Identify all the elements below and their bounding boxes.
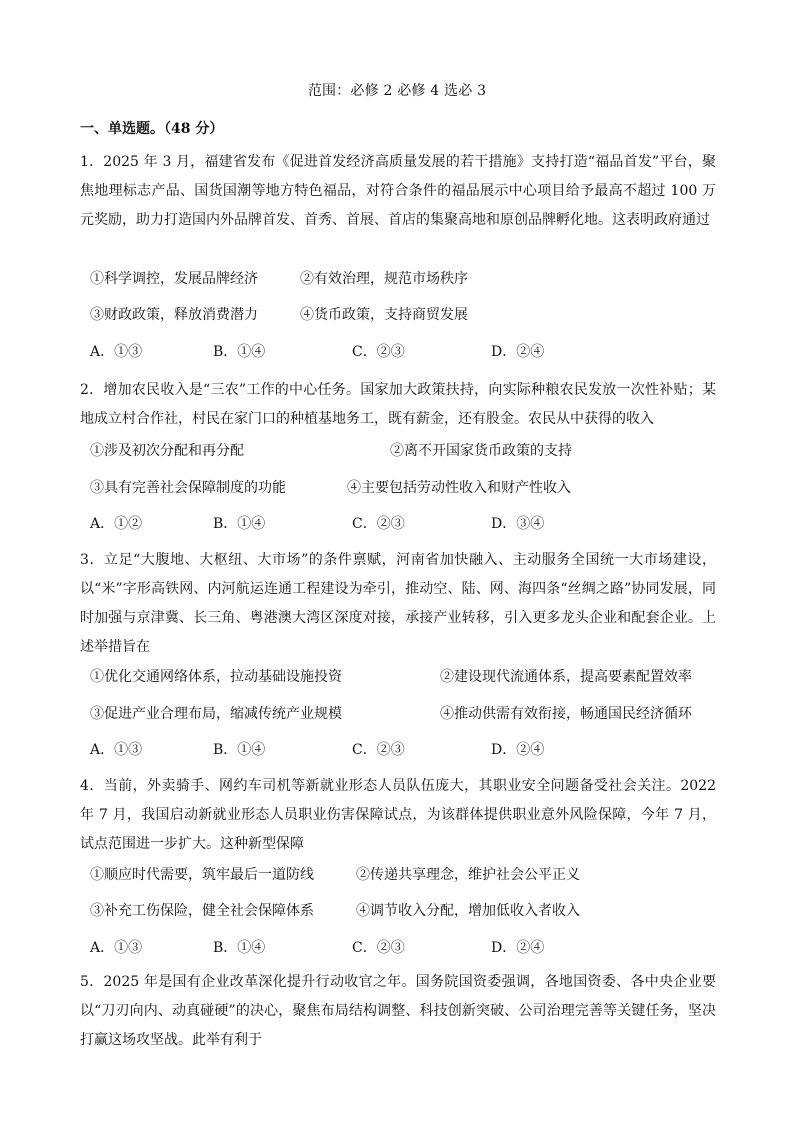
q4-choice-d: D．②④ (491, 940, 545, 956)
q1-choice-c: C．②③ (352, 344, 405, 360)
question-1-stem: 1．2025 年 3 月，福建省发布《促进首发经济高质量发展的若干措施》支持打造“福品首发”平台，聚焦地理标志产品、国货国潮等地方特色福品，对符合条件的福品展示中心项目给予最高不超过 100 万元奖励，助力打造国内外品牌首发、首秀、首展、首店的集聚高地和原创品牌孵化地。这表明政府通过 (80, 154, 716, 228)
q4-item-4: ④调节收入分配，增加低收入者收入 (356, 903, 580, 919)
q2-item-3: ③具有完善社会保障制度的功能 (90, 480, 286, 496)
q3-item-1: ①优化交通网络体系，拉动基础设施投资 (90, 669, 342, 685)
q1-choice-d: D．②④ (491, 344, 545, 360)
question-2-stem: 2．增加农民收入是“三农”工作的中心任务。国家加大政策扶持，向实际种粮农民发放一次性补贴；某地成立村合作社，村民在家门口的种植基地务工，既有薪金，还有股金。农民从中获得的收入 (80, 382, 716, 427)
q1-item-4: ④货币政策，支持商贸发展 (300, 307, 468, 323)
q2-choice-a: A．①② (90, 516, 143, 532)
q4-choice-c: C．②③ (352, 940, 405, 956)
q3-item-3: ③促进产业合理布局，缩减传统产业规模 (90, 706, 342, 722)
q3-item-2: ②建设现代流通体系，提高要素配置效率 (440, 669, 692, 685)
q3-choice-d: D．②④ (491, 742, 545, 758)
question-5-stem: 5．2025 年是国有企业改革深化提升行动收官之年。国务院国资委强调，各地国资委、各中央企业要以“刀刃向内、动真碰硬”的决心，聚焦布局结构调整、科技创新突破、公司治理完善等关键任务，坚决打赢这场攻坚战。此举有利于 (80, 974, 716, 1048)
q3-choice-b: B．①④ (213, 742, 266, 758)
section-title: 一、单选题。（48 分） (80, 121, 224, 137)
q2-item-1: ①涉及初次分配和再分配 (90, 443, 244, 459)
q3-choice-a: A．①③ (90, 742, 143, 758)
q1-item-1: ①科学调控，发展品牌经济 (90, 271, 258, 287)
q1-item-2: ②有效治理，规范市场秩序 (300, 271, 468, 287)
question-3-stem: 3．立足“大腹地、大枢纽、大市场”的条件禀赋，河南省加快融入、主动服务全国统一大市场建设，以“米”字形高铁网、内河航运连通工程建设为牵引，推动空、陆、网、海四条“丝绸之路”协同发展，同时加强与京津冀、长三角、粤港澳大湾区深度对接，承接产业转移，引入更多龙头企业和配套企业。上述举措旨在 (80, 552, 716, 655)
q1-item-3: ③财政政策，释放消费潜力 (90, 307, 258, 323)
q4-choice-a: A．①③ (90, 940, 143, 956)
q3-item-4: ④推动供需有效衔接，畅通国民经济循环 (440, 706, 692, 722)
q2-choice-d: D．③④ (491, 516, 545, 532)
q1-choice-a: A．①③ (90, 344, 143, 360)
q2-choice-b: B．①④ (213, 516, 266, 532)
question-4-stem: 4．当前，外卖骑手、网约车司机等新就业形态人员队伍庞大，其职业安全问题备受社会关注。2022 年 7 月，我国启动新就业形态人员职业伤害保障试点，为该群体提供职业意外风险保障，今年 7 月，试点范围进一步扩大。这种新型保障 (80, 778, 716, 852)
q2-choice-c: C．②③ (352, 516, 405, 532)
q4-choice-b: B．①④ (213, 940, 266, 956)
range-header: 范围：必修 2 必修 4 选必 3 (307, 83, 487, 99)
q4-item-1: ①顺应时代需要，筑牢最后一道防线 (90, 867, 314, 883)
q3-choice-c: C．②③ (352, 742, 405, 758)
q2-item-2: ②离不开国家货币政策的支持 (390, 443, 572, 459)
q2-item-4: ④主要包括劳动性收入和财产性收入 (347, 480, 571, 496)
q4-item-2: ②传递共享理念，维护社会公平正义 (356, 867, 580, 883)
q4-item-3: ③补充工伤保险，健全社会保障体系 (90, 903, 314, 919)
q1-choice-b: B．①④ (213, 344, 266, 360)
